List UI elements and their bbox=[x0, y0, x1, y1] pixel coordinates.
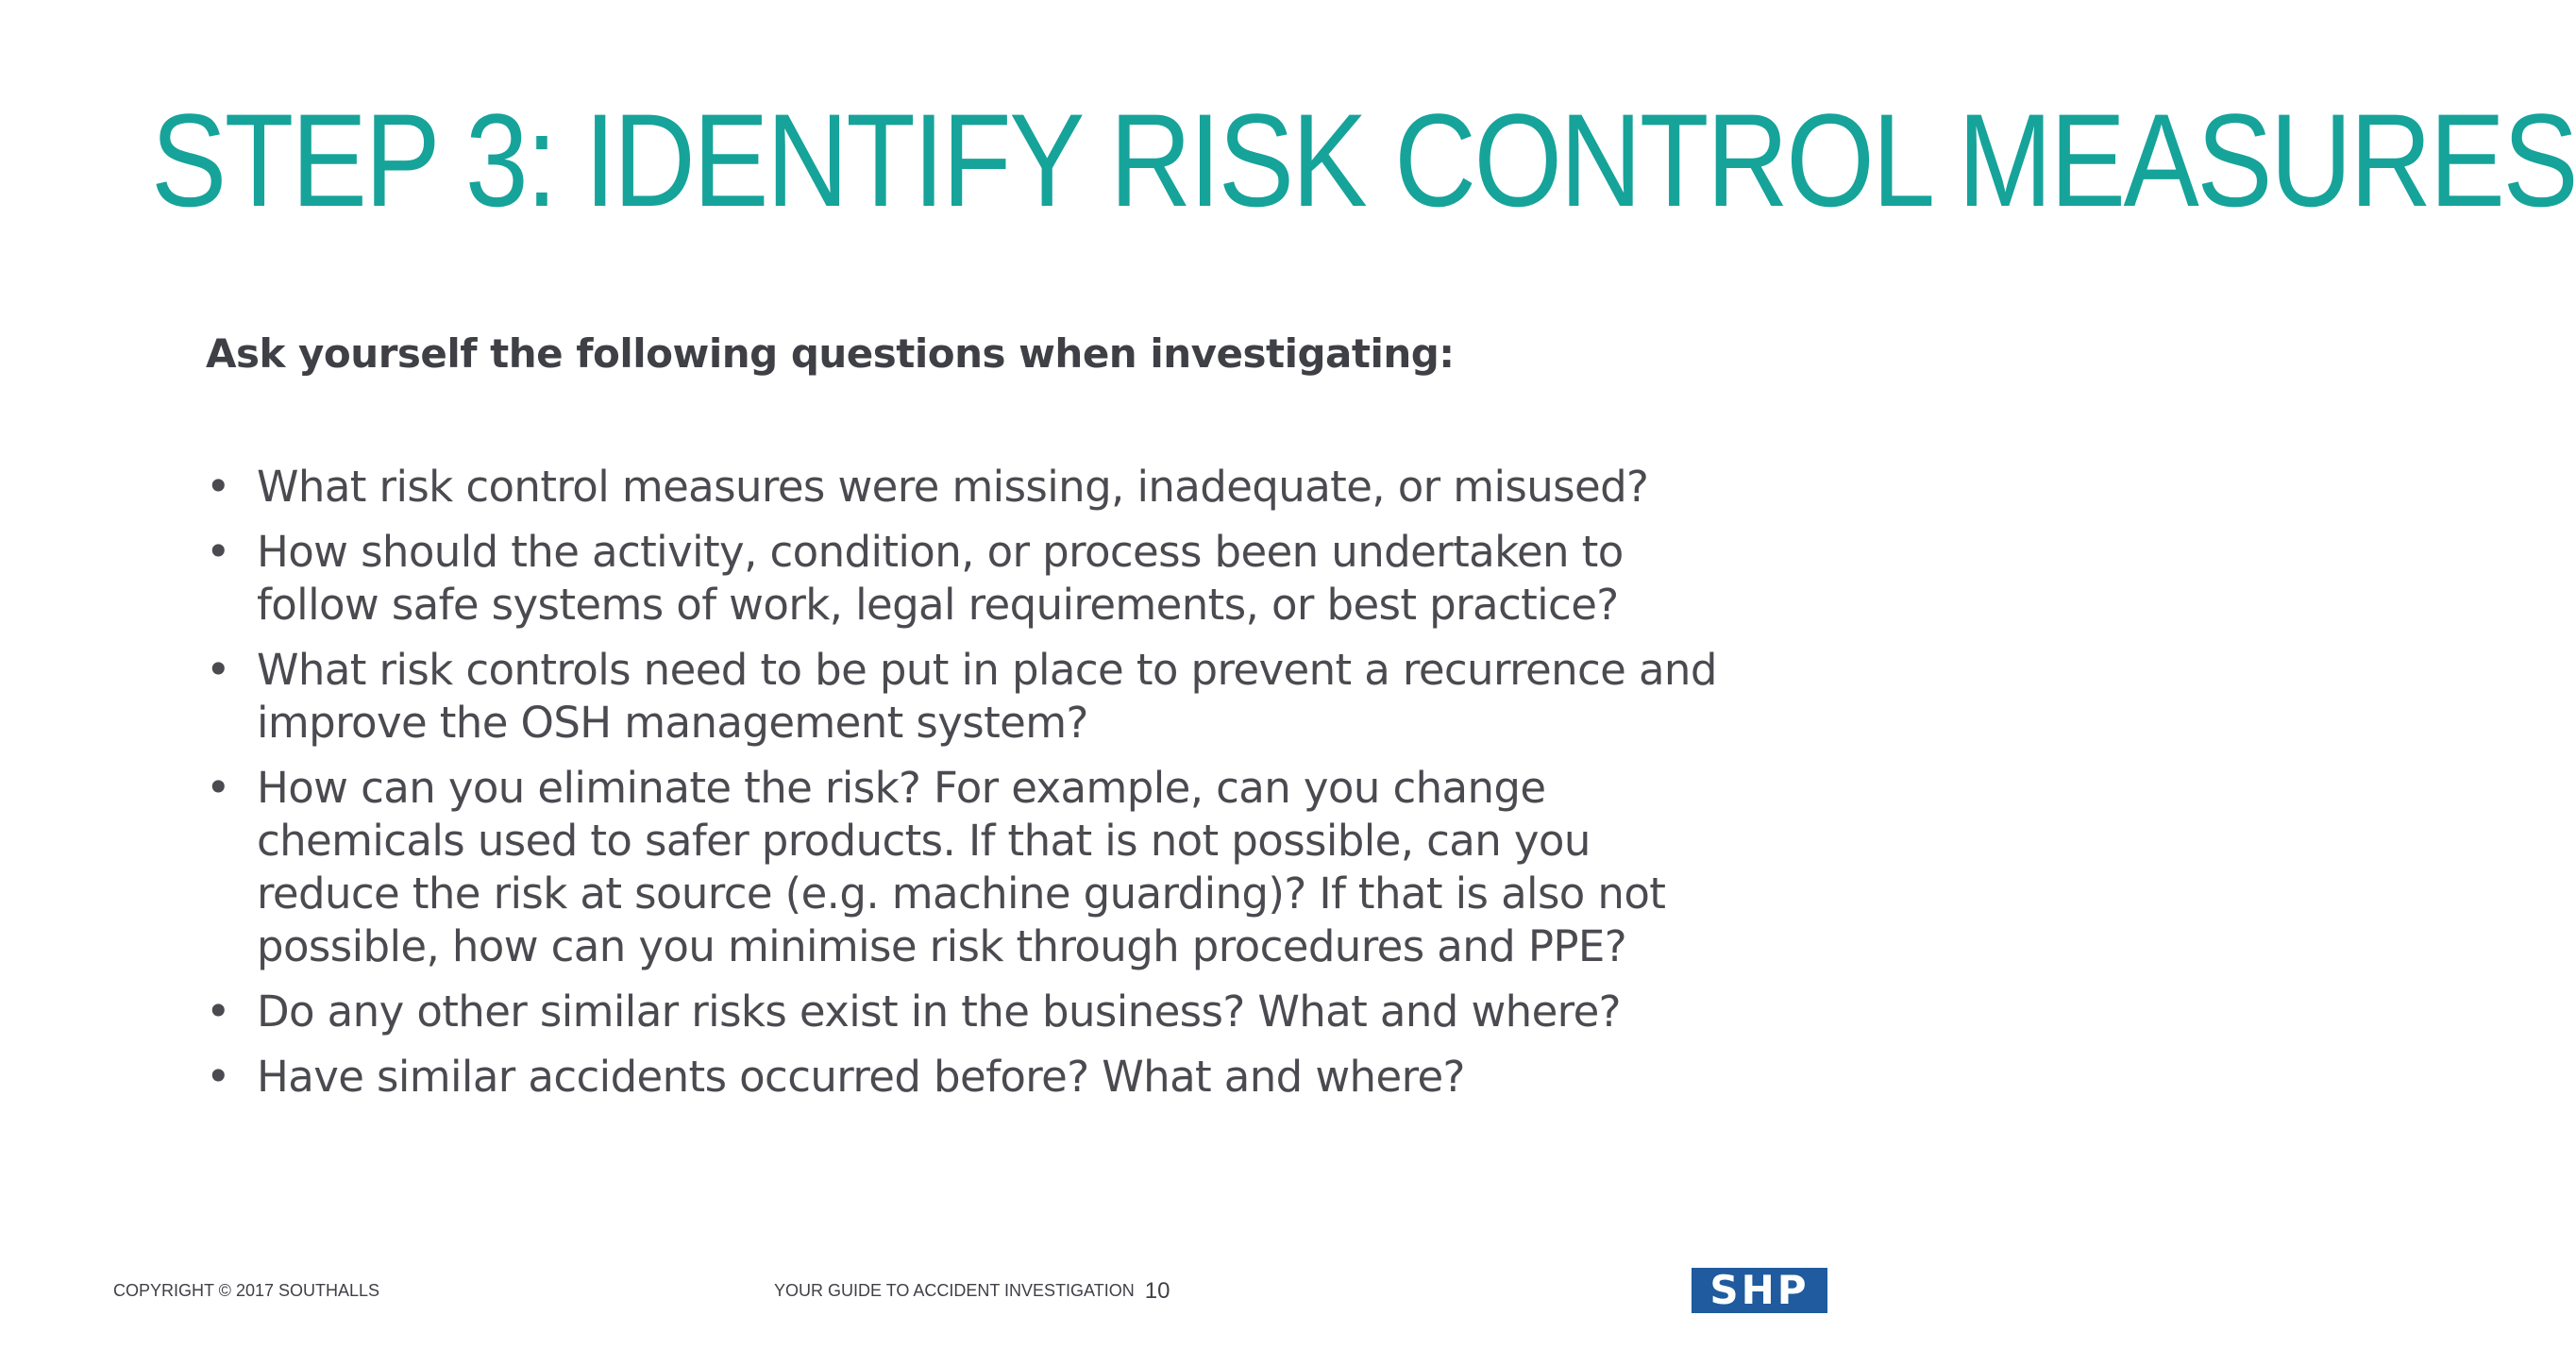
list-item bbox=[206, 526, 1735, 632]
footer-guide-title bbox=[774, 1279, 1170, 1303]
list-item-text: What risk control measures were missing, inadequate, or misused? bbox=[257, 462, 1649, 512]
list-item bbox=[206, 986, 1735, 1038]
list-item-text: Have similar accidents occurred before? What and where? bbox=[257, 1052, 1465, 1102]
page-title: STEP 3: IDENTIFY RISK CONTROL MEASURES bbox=[151, 86, 2576, 234]
bullet-icon: • bbox=[206, 527, 230, 577]
page-number: 10 bbox=[1144, 1278, 1170, 1304]
shp-logo: SHP bbox=[1692, 1268, 1827, 1313]
bullet-icon: • bbox=[206, 462, 230, 512]
list-item-text: Do any other similar risks exist in the business? What and where? bbox=[257, 987, 1621, 1037]
list-item-text: How can you eliminate the risk? For example, can you change chemicals used to safer products. If that is not possible, can you reduce the risk at source (e.g. machine guarding)? If that is also not possible, how can you minimise risk through procedures and PPE? bbox=[257, 763, 1666, 971]
bullet-icon: • bbox=[206, 645, 230, 695]
question-list bbox=[206, 461, 1735, 1116]
footer-copyright: COPYRIGHT © 2017 SOUTHALLS bbox=[113, 1281, 380, 1300]
list-item-text: What risk controls need to be put in place to prevent a recurrence and improve the OSH management system? bbox=[257, 645, 1717, 748]
list-item bbox=[206, 644, 1735, 750]
list-item bbox=[206, 762, 1735, 973]
footer-guide-text: YOUR GUIDE TO ACCIDENT INVESTIGATION bbox=[774, 1281, 1135, 1300]
list-item bbox=[206, 461, 1735, 514]
bullet-icon: • bbox=[206, 987, 230, 1037]
bullet-icon: • bbox=[206, 763, 230, 813]
list-item bbox=[206, 1051, 1735, 1104]
subheading: Ask yourself the following questions when investigating: bbox=[206, 330, 1455, 377]
list-item-text: How should the activity, condition, or process been undertaken to follow safe systems of work, legal requirements, or best practice? bbox=[257, 527, 1624, 630]
bullet-icon: • bbox=[206, 1052, 230, 1102]
